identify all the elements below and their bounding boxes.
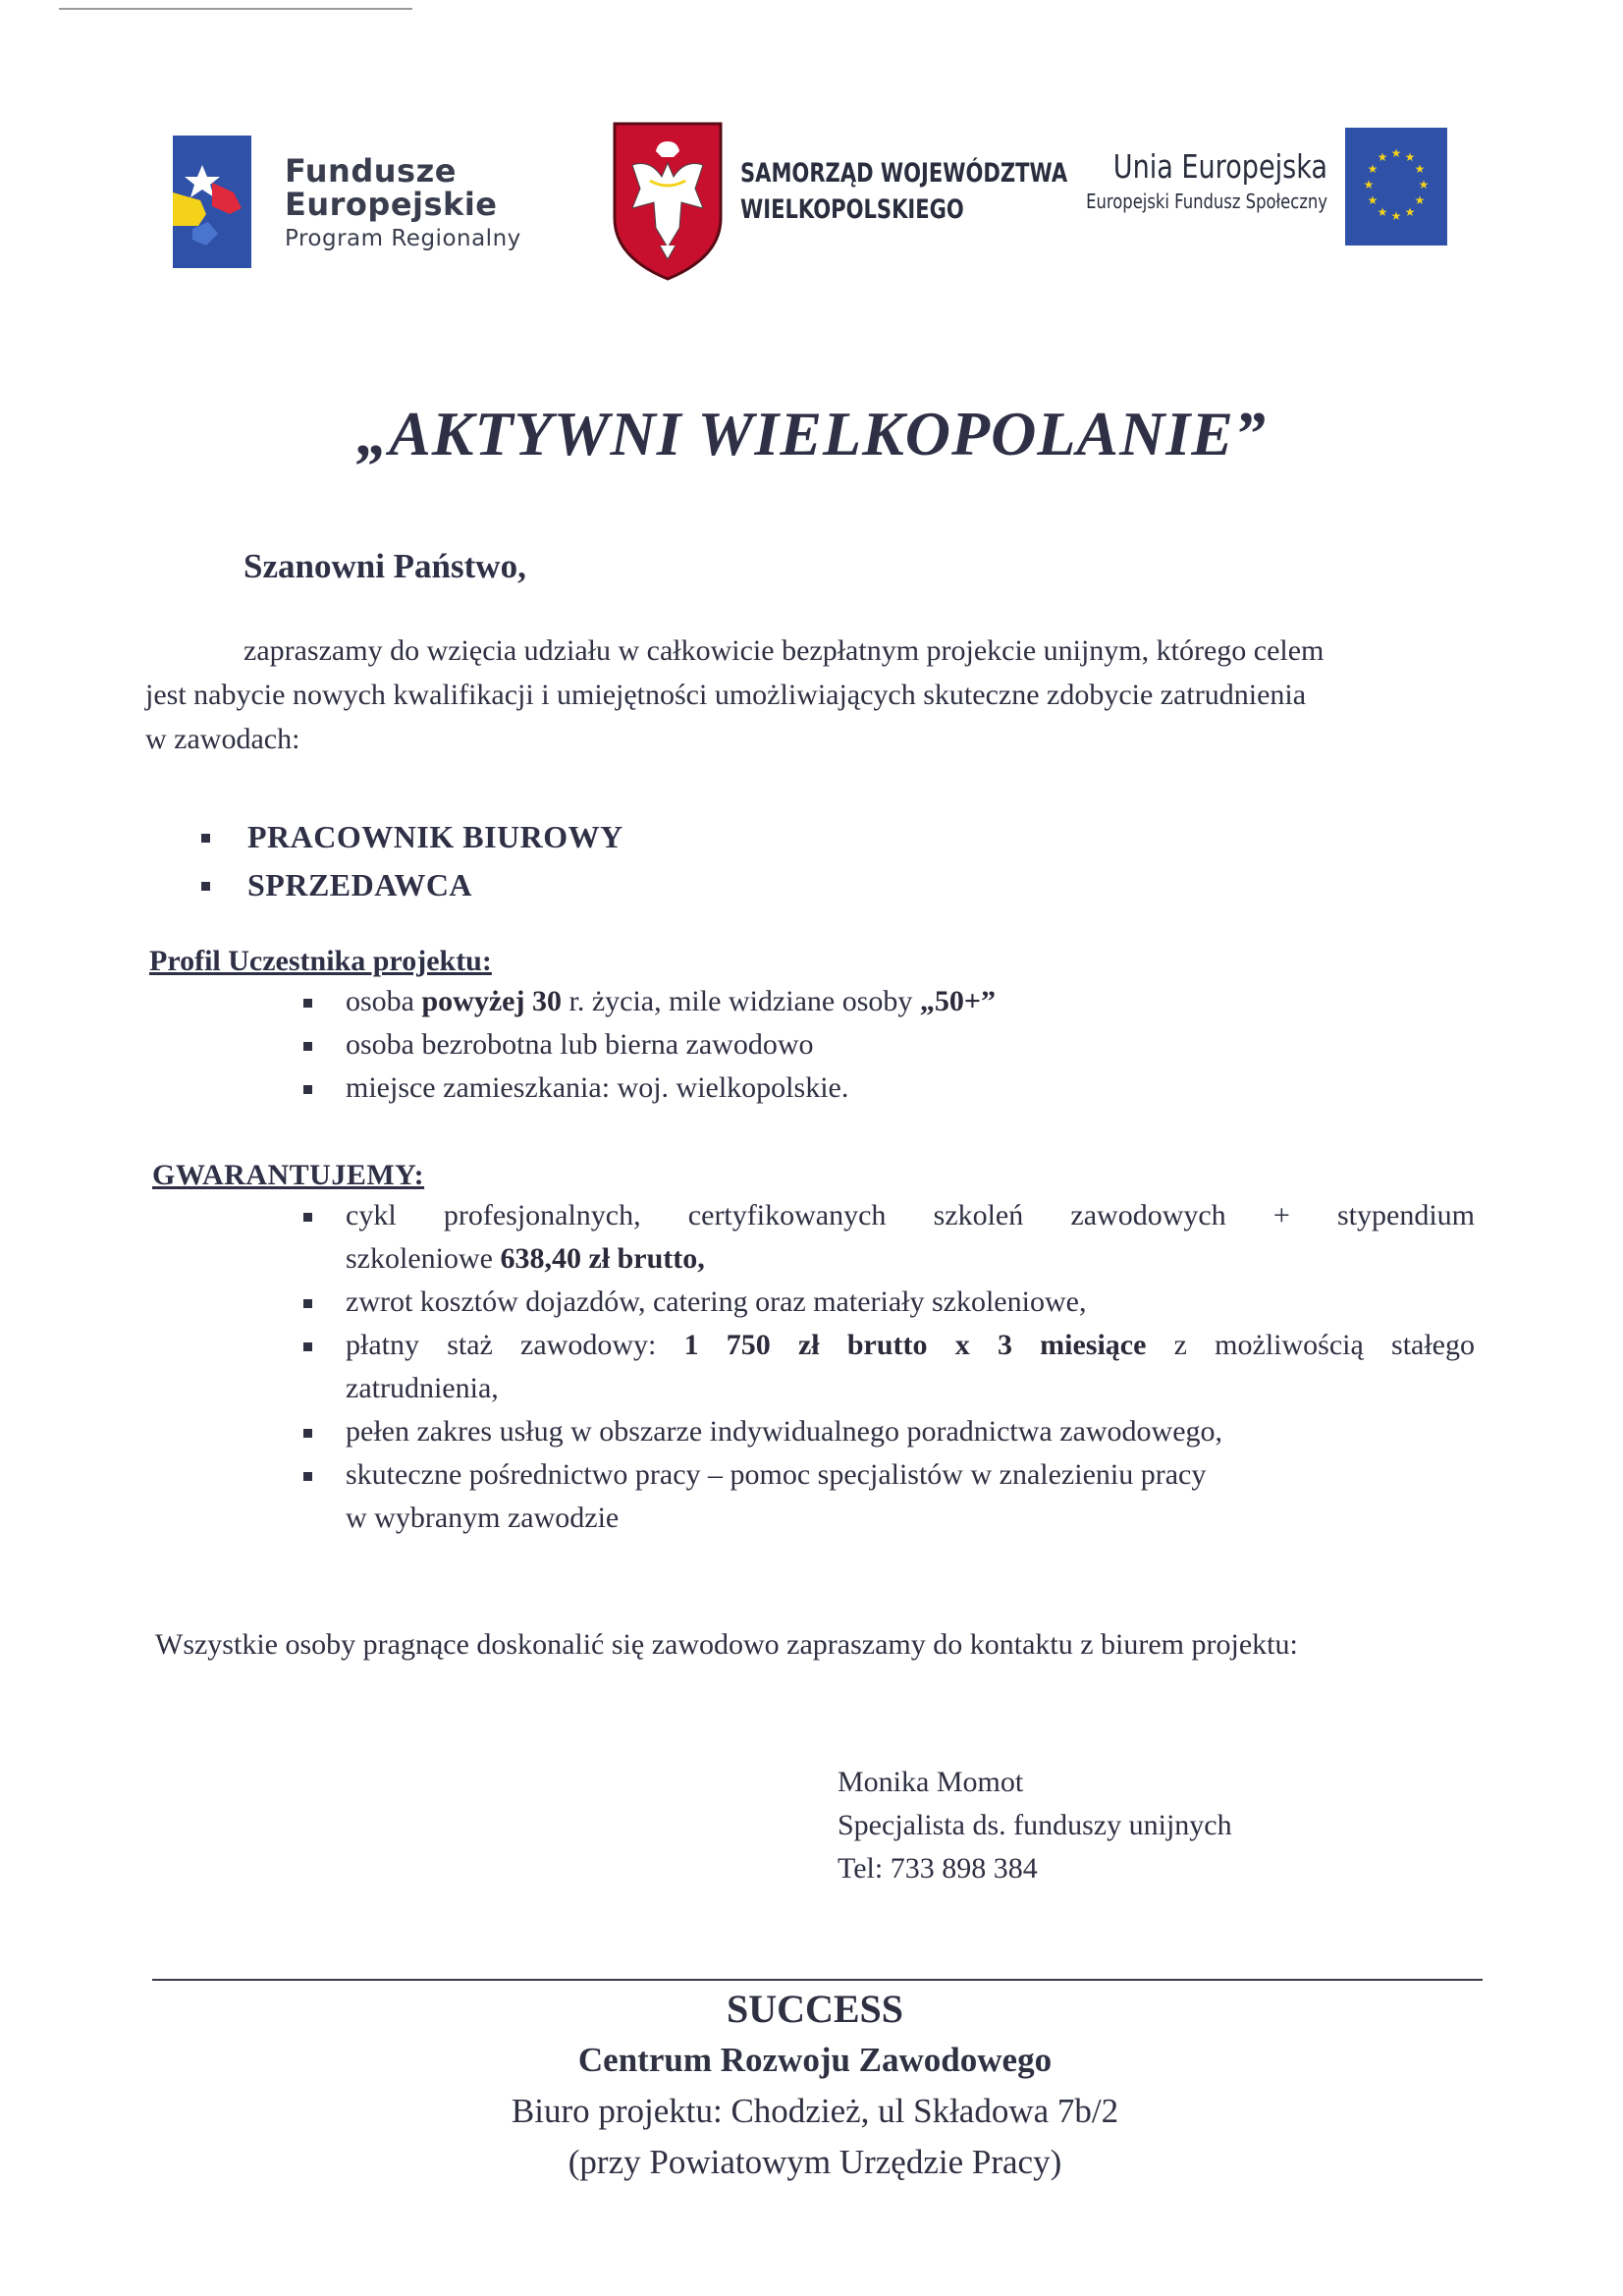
footer-note: (przy Powiatowym Urzędzie Pracy) bbox=[568, 2143, 1062, 2181]
bullet-icon bbox=[303, 1429, 312, 1438]
profile-age: powyżej 30 bbox=[421, 985, 562, 1017]
fundusze-logo-text bbox=[285, 154, 521, 256]
profile-heading: Profil Uczestnika projektu: bbox=[149, 945, 492, 977]
list-item bbox=[346, 1453, 1475, 1540]
guarantee-text: z możliwością stałego bbox=[1146, 1329, 1475, 1361]
bullet-icon bbox=[303, 1085, 312, 1094]
footer-divider bbox=[152, 1979, 1483, 1981]
samorzad-line2: WIELKOPOLSKIEGO bbox=[740, 194, 964, 225]
contact-name: Monika Momot bbox=[838, 1766, 1024, 1798]
fundusze-line3: Program Regionalny bbox=[285, 226, 521, 251]
guarantee-text: zatrudnienia, bbox=[346, 1372, 499, 1404]
profile-list bbox=[346, 980, 1475, 1110]
fundusze-line2: Europejskie bbox=[285, 186, 498, 223]
unia-line2: Europejski Fundusz Społeczny bbox=[1086, 190, 1327, 213]
svg-text:★: ★ bbox=[1414, 193, 1426, 207]
list-item bbox=[346, 1324, 1475, 1410]
svg-text:★: ★ bbox=[1363, 178, 1375, 191]
intro-line: zapraszamy do wzięcia udziału w całkowicie bezpłatnym projekcie unijnym, którego celem bbox=[243, 634, 1325, 667]
svg-text:★: ★ bbox=[1367, 162, 1379, 176]
svg-text:★: ★ bbox=[1414, 162, 1426, 176]
list-item bbox=[346, 1410, 1475, 1453]
profession-label: SPRZEDAWCA bbox=[247, 867, 473, 902]
list-item bbox=[247, 813, 623, 861]
svg-text:★: ★ bbox=[1390, 146, 1402, 160]
footer-center: Centrum Rozwoju Zawodowego bbox=[577, 2041, 1053, 2079]
contact-phone: Tel: 733 898 384 bbox=[838, 1852, 1038, 1885]
greeting: Szanowni Państwo, bbox=[243, 547, 526, 585]
fundusze-europejskie-flag-icon bbox=[173, 136, 251, 268]
list-item bbox=[346, 1281, 1475, 1324]
bullet-icon bbox=[201, 834, 210, 843]
profession-label: PRACOWNIK BIUROWY bbox=[247, 819, 623, 854]
internship-amount: 1 750 zł brutto x 3 miesiące bbox=[683, 1329, 1147, 1361]
list-item bbox=[346, 1066, 1475, 1110]
contact-block bbox=[838, 1761, 1232, 1890]
bullet-icon bbox=[303, 1299, 312, 1308]
list-item bbox=[346, 1023, 1475, 1066]
svg-text:★: ★ bbox=[1404, 150, 1416, 164]
bullet-icon bbox=[303, 1342, 312, 1351]
guarantee-text: szkoleniowe bbox=[346, 1242, 501, 1275]
bullet-icon bbox=[201, 882, 210, 891]
professions-list bbox=[247, 813, 623, 909]
profile-text: osoba bezrobotna lub bierna zawodowo bbox=[346, 1028, 814, 1061]
bullet-icon bbox=[303, 999, 312, 1008]
guarantee-text: skuteczne pośrednictwo pracy – pomoc specjalistów w znalezieniu pracy bbox=[346, 1458, 1207, 1491]
samorzad-line1: SAMORZĄD WOJEWÓDZTWA bbox=[740, 158, 1068, 189]
unia-logo-text bbox=[982, 147, 1327, 216]
footer-company: SUCCESS bbox=[726, 1987, 904, 2031]
fundusze-line1: Fundusze bbox=[285, 152, 457, 190]
wielkopolska-eagle-shield-icon bbox=[611, 120, 725, 283]
intro-line: w zawodach: bbox=[145, 723, 300, 755]
guarantee-text: zwrot kosztów dojazdów, catering oraz materiały szkoleniowe, bbox=[346, 1285, 1087, 1318]
bullet-icon bbox=[303, 1472, 312, 1481]
page-title: „AKTYWNI WIELKOPOLANIE” bbox=[356, 399, 1267, 468]
guarantee-heading: GWARANTUJEMY: bbox=[152, 1159, 425, 1191]
guarantee-text: płatny staż zawodowy: bbox=[346, 1329, 684, 1361]
svg-text:★: ★ bbox=[1390, 209, 1402, 223]
stipend-amount: 638,40 zł brutto, bbox=[500, 1242, 705, 1275]
list-item bbox=[247, 861, 623, 909]
svg-text:★: ★ bbox=[1367, 193, 1379, 207]
profile-text: miejsce zamieszkania: woj. wielkopolskie. bbox=[346, 1071, 849, 1104]
footer-office: Biuro projektu: Chodzież, ul Składowa 7b/2 bbox=[511, 2092, 1119, 2130]
profile-text: r. życia, mile widziane osoby bbox=[561, 985, 920, 1017]
unia-line1: Unia Europejska bbox=[1112, 147, 1327, 186]
intro-line: jest nabycie nowych kwalifikacji i umiejętności umożliwiających skuteczne zdobycie zatrudnienia bbox=[145, 679, 1307, 711]
guarantee-text: w wybranym zawodzie bbox=[346, 1502, 620, 1534]
svg-text:★: ★ bbox=[1404, 205, 1416, 219]
svg-text:★: ★ bbox=[1418, 178, 1430, 191]
scan-edge-line bbox=[59, 8, 412, 10]
profile-age-50: „50+” bbox=[919, 985, 996, 1017]
svg-text:★: ★ bbox=[1377, 150, 1388, 164]
list-item bbox=[346, 1194, 1475, 1281]
list-item bbox=[346, 980, 1475, 1023]
bullet-icon bbox=[303, 1042, 312, 1051]
profile-text: osoba bbox=[346, 985, 422, 1017]
bullet-icon bbox=[303, 1213, 312, 1222]
guarantee-text: cykl profesjonalnych, certyfikowanych szkoleń zawodowych + stypendium bbox=[346, 1199, 1475, 1231]
guarantee-text: pełen zakres usług w obszarze indywidualnego poradnictwa zawodowego, bbox=[346, 1415, 1223, 1448]
guarantee-list bbox=[346, 1194, 1475, 1540]
svg-text:★: ★ bbox=[1377, 205, 1388, 219]
contact-intro: Wszystkie osoby pragnące doskonalić się zawodowo zapraszamy do kontaktu z biurem projektu: bbox=[155, 1628, 1298, 1661]
eu-flag-icon bbox=[1345, 128, 1447, 246]
intro-paragraph bbox=[145, 629, 1471, 761]
contact-role: Specjalista ds. funduszy unijnych bbox=[838, 1809, 1232, 1841]
